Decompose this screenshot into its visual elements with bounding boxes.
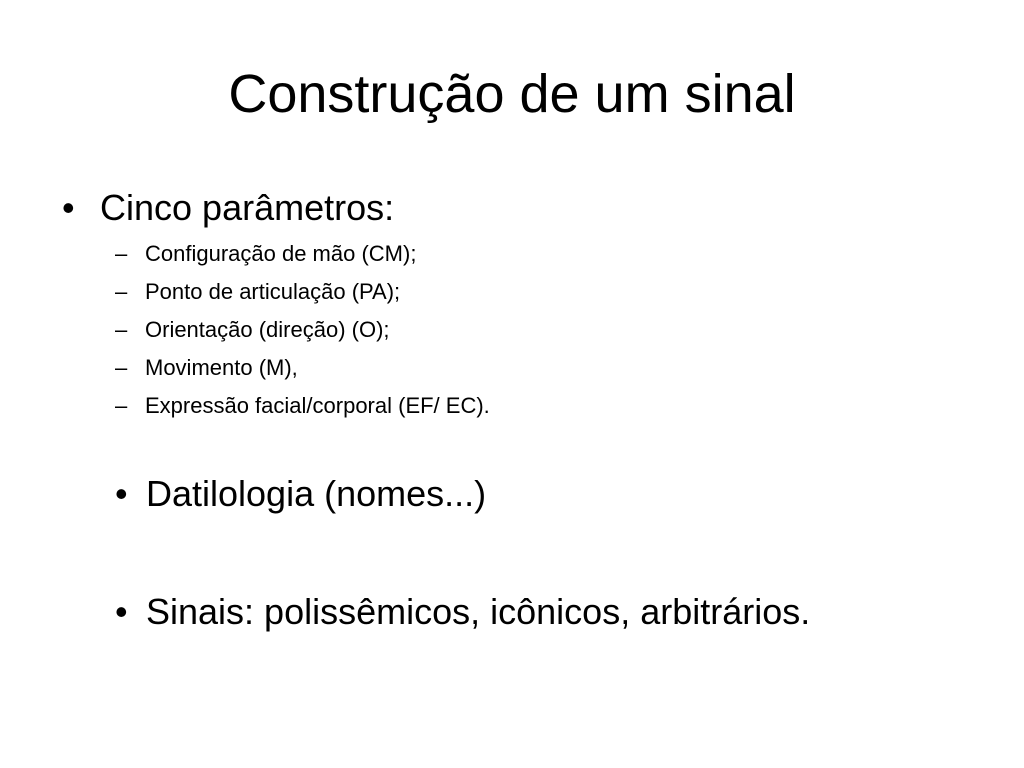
sub-item-expressao-facial — [115, 392, 490, 420]
sub-item-text: Orientação (direção) (O); — [145, 317, 390, 342]
sub-item-ponto-de-articulacao — [115, 278, 400, 306]
bullet-dot-icon: • — [115, 591, 128, 632]
dash-icon: – — [115, 393, 128, 418]
bullet-text: Datilologia (nomes...) — [146, 473, 487, 514]
sub-item-configuracao-de-mao — [115, 240, 416, 268]
sub-item-movimento — [115, 354, 298, 382]
dash-icon: – — [115, 279, 128, 304]
sub-item-text: Ponto de articulação (PA); — [145, 279, 401, 304]
sub-item-text: Movimento (M), — [145, 355, 298, 380]
bullet-dot-icon: • — [115, 473, 128, 514]
sub-item-text: Expressão facial/corporal (EF/ EC). — [145, 393, 490, 418]
bullet-item-datilologia — [115, 472, 486, 516]
dash-icon: – — [115, 241, 128, 266]
sub-item-orientacao — [115, 316, 390, 344]
bullet-item-cinco-parametros — [62, 186, 394, 230]
dash-icon: – — [115, 355, 128, 380]
sub-item-text: Configuração de mão (CM); — [145, 241, 417, 266]
bullet-item-sinais — [115, 590, 810, 634]
bullet-text: Sinais: polissêmicos, icônicos, arbitrários. — [146, 591, 811, 632]
slide-title: Construção de um sinal — [228, 64, 796, 124]
dash-icon: – — [115, 317, 128, 342]
bullet-text: Cinco parâmetros: — [100, 187, 395, 228]
bullet-dot-icon: • — [62, 187, 75, 228]
